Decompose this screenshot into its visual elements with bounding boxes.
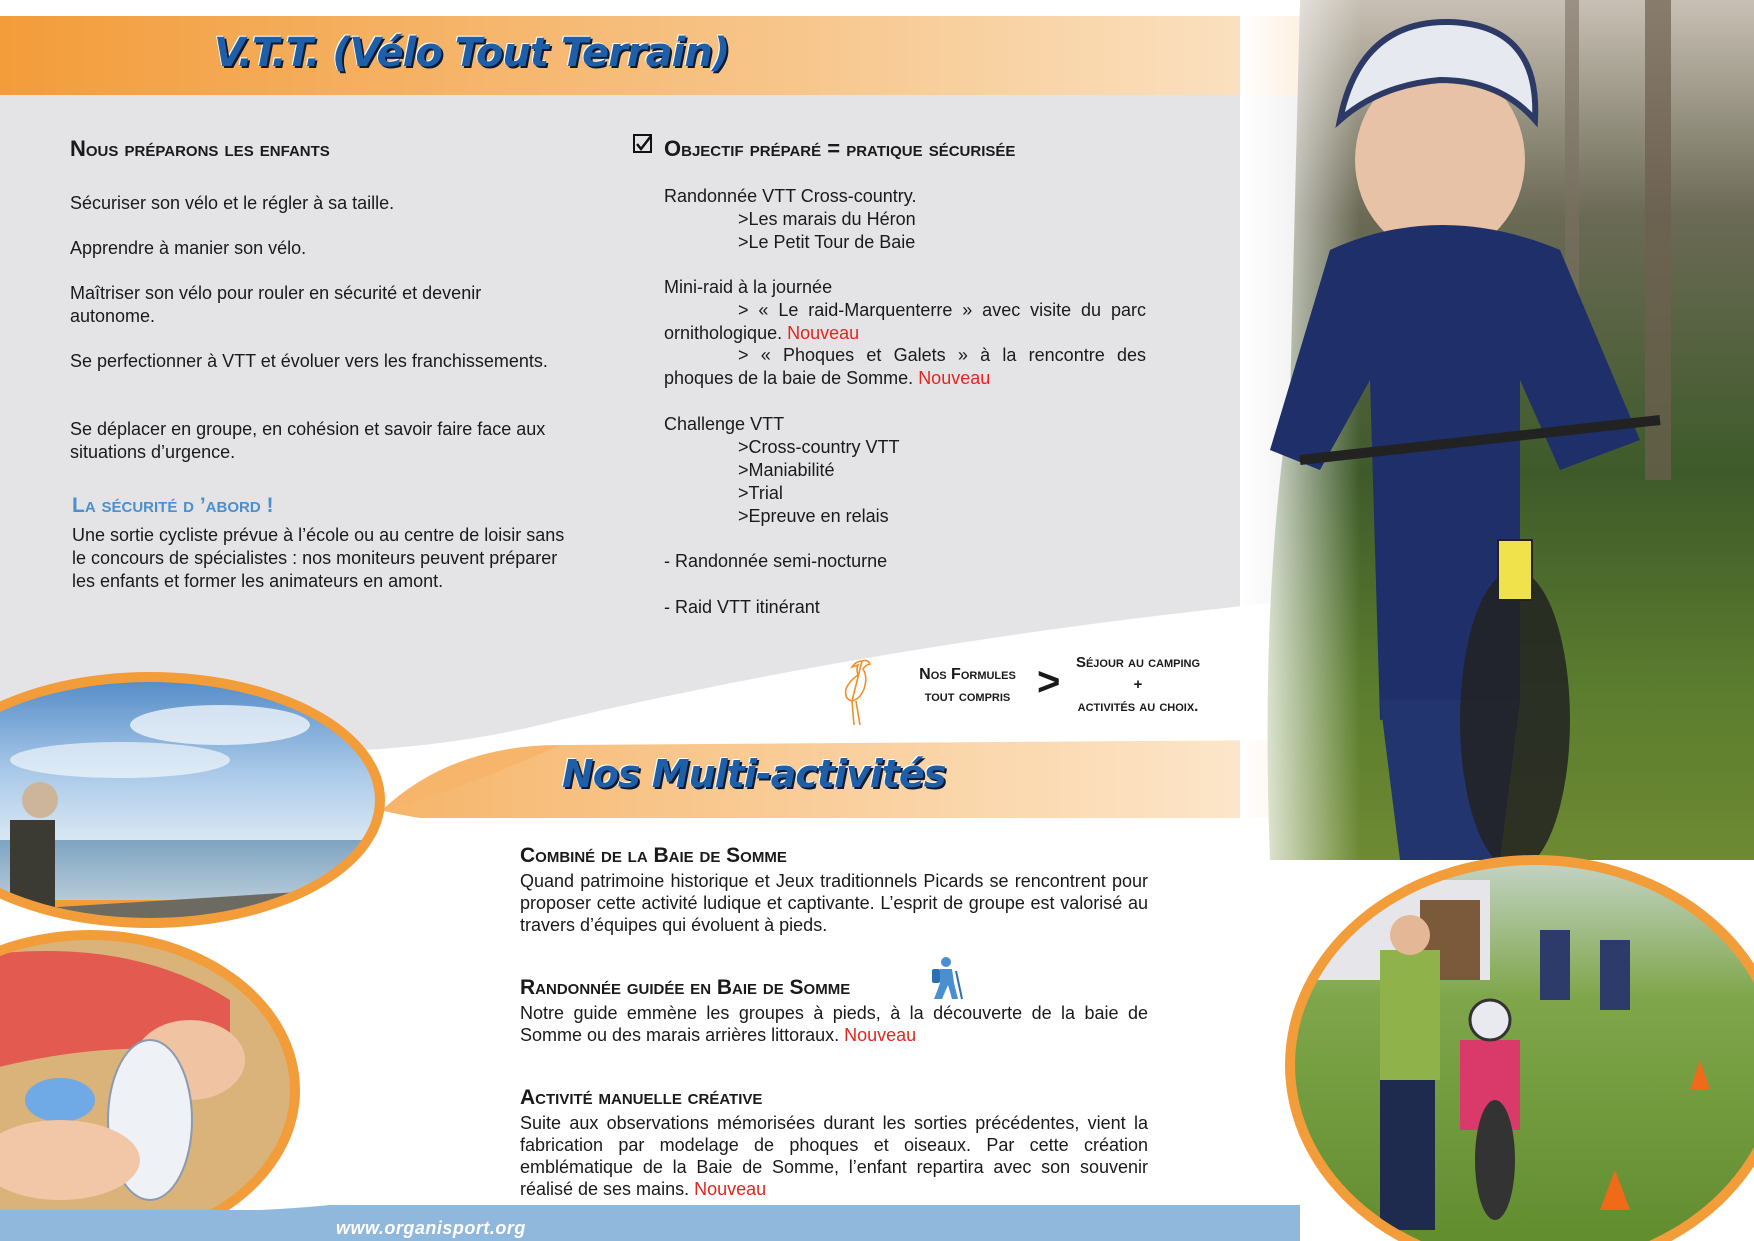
prep-paragraph: Se perfectionner à VTT et évoluer vers les franchissements.	[70, 351, 548, 371]
prep-paragraph: Se déplacer en groupe, en cohésion et savoir faire face aux situations d’urgence.	[70, 419, 546, 462]
prep-paragraph: Maîtriser son vélo pour rouler en sécurité et devenir autonome.	[70, 283, 482, 326]
formules-line: tout compris	[924, 688, 1011, 705]
formules-line: Nos Formules	[919, 666, 1016, 683]
formules-label	[905, 664, 1030, 708]
prep-paragraph: Apprendre à manier son vélo.	[70, 238, 307, 258]
activity-description	[520, 1002, 1148, 1046]
formules-arrow: >	[1037, 660, 1061, 704]
miniraid-title: Mini-raid à la journée	[664, 277, 833, 297]
activity-title: Combiné de la Baie de Somme	[520, 844, 787, 867]
prep-paragraph: Sécuriser son vélo et le régler à sa taille.	[70, 193, 395, 213]
hiker-icon	[924, 955, 964, 1001]
extra-activity: - Randonnée semi-nocturne	[664, 551, 888, 571]
checkbox-checked-icon	[632, 133, 654, 155]
new-badge: Nouveau	[918, 368, 991, 388]
miniraid-marquenterre-text: > « Le raid-Marquenterre » avec visite du parc ornithologique.	[664, 300, 1146, 343]
challenge-item: >Maniabilité	[738, 460, 835, 480]
heron-icon	[834, 655, 880, 731]
formules-detail-line: activités au choix.	[1077, 698, 1199, 715]
activity-title: Activité manuelle créative	[520, 1086, 763, 1109]
activity-description	[520, 1112, 1148, 1200]
challenge-item: >Cross-country VTT	[738, 437, 900, 457]
vtt-section-title: V.T.T. (Vélo Tout Terrain)	[214, 30, 730, 76]
activity-title: Randonnée guidée en Baie de Somme	[520, 976, 851, 999]
formules-detail-line: +	[1133, 676, 1143, 693]
new-badge: Nouveau	[844, 1025, 917, 1045]
challenge-title: Challenge VTT	[664, 414, 785, 434]
children-prep-heading: Nous préparons les enfants	[70, 136, 330, 161]
extra-activity: - Raid VTT itinérant	[664, 597, 820, 617]
objective-heading: Objectif préparé = pratique sécurisée	[664, 136, 1016, 161]
challenge-item: >Epreuve en relais	[738, 506, 889, 526]
miniraid-phoques-text: > « Phoques et Galets » à la rencontre des phoques de la baie de Somme.	[664, 345, 1146, 388]
rando-item: >Le Petit Tour de Baie	[738, 232, 916, 252]
safety-paragraph: Une sortie cycliste prévue à l’école ou au centre de loisir sans le concours de spécialistes : nos moniteurs peuvent préparer les enfants et former les animateurs en amont.	[72, 525, 565, 591]
formules-details	[1058, 652, 1218, 718]
activity-description-text: Suite aux observations mémorisées durant les sorties précédentes, vient la fabrication par modelage de phoques et oiseaux. Par cette création emblématique de la Baie de Somme, l’enfant repartira avec son souvenir réalisé de ses mains.	[520, 1113, 1148, 1199]
rando-item: >Les marais du Héron	[738, 209, 916, 229]
multi-activities-title: Nos Multi-activités	[562, 752, 946, 796]
activity-description-text: Notre guide emmène les groupes à pieds, à la découverte de la baie de Somme ou des marais arrières littoraux.	[520, 1003, 1148, 1045]
activity-description: Quand patrimoine historique et Jeux traditionnels Picards se rencontrent pour proposer cette activité ludique et captivante. L’esprit de groupe est valorisé au travers d’équipes qui évoluent à pieds.	[520, 871, 1148, 935]
rando-title: Randonnée VTT Cross-country.	[664, 186, 917, 206]
formules-detail-line: Séjour au camping	[1075, 654, 1201, 671]
challenge-item: >Trial	[738, 483, 783, 503]
new-badge: Nouveau	[787, 323, 860, 343]
miniraid-marquenterre	[664, 299, 1146, 345]
safety-first-heading: La sécurité d ’abord !	[72, 494, 274, 517]
new-badge: Nouveau	[694, 1179, 767, 1199]
website-link[interactable]: www.organisport.org	[336, 1218, 526, 1238]
miniraid-phoques	[664, 344, 1146, 390]
